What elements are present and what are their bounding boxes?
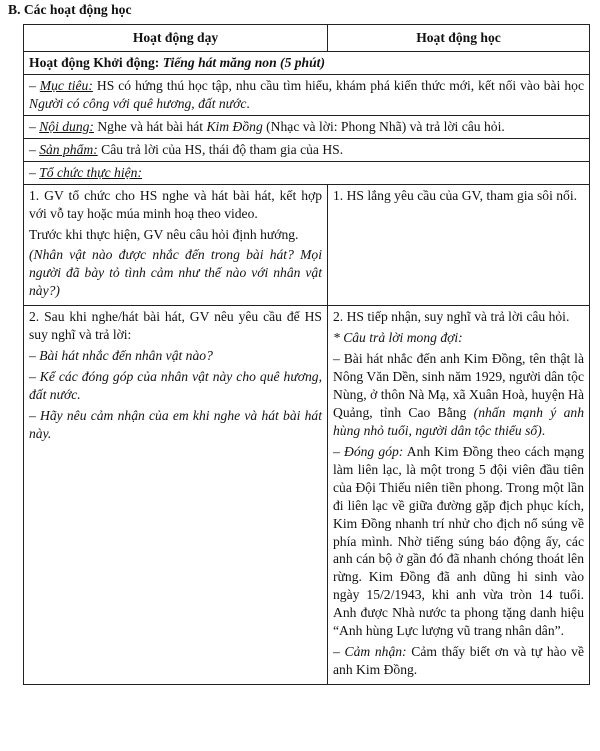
step1-teacher-question: (Nhân vật nào được nhắc đến trong bài hát? Mọi người đã bày tỏ tình cảm như thế nào với nhân vật này?) bbox=[29, 247, 322, 299]
activity-label: Hoạt động Khởi động: bbox=[29, 55, 160, 70]
product-label: Sản phẩm: bbox=[39, 141, 98, 157]
goal-lesson: Người có công với quê hương, đất nước bbox=[29, 95, 247, 111]
answer-3: – Cảm nhận: Cảm thấy biết ơn và tự hào về anh Kim Đồng. bbox=[333, 644, 584, 678]
answer-1 bbox=[333, 350, 584, 440]
activity-row bbox=[24, 52, 590, 75]
answer-2: – Đóng góp: Anh Kim Đồng theo cách mạng làm liên lạc, là một trong 5 đội viên đầu tiên của Đội Thiếu niên tiền phong. Trong một lần đi liên lạc về giữa đường gặp địch phục kích, Kim Đồng nhanh trí nhử cho địch nổ súng về phía mình. Nhờ tiếng súng báo động ấy, các anh cán bộ ở gần đó đã nhanh chóng thoát lên rừng. Kim Đồng đã anh dũng hi sinh vào ngày 15/2/1943, khi anh vừa tròn 14 tuổi. Anh được Nhà nước ta phong tặng danh hiệu “Anh hùng Lực lượng vũ trang nhân dân”. bbox=[333, 443, 585, 639]
header-student: Hoạt động học bbox=[328, 25, 590, 52]
organize-label: Tổ chức thực hiện: bbox=[39, 164, 142, 180]
content-cell: – Nội dung: Nghe và hát bài hát Kim Đồng (Nhạc và lời: Phong Nhã) và trả lời câu hỏi. bbox=[24, 115, 590, 138]
answer-3-label: Cảm nhận: bbox=[344, 644, 407, 660]
activity-title-cell bbox=[24, 52, 590, 75]
product-row bbox=[24, 138, 590, 161]
lesson-table bbox=[23, 24, 590, 685]
step2-question-3: – Hãy nêu cảm nhận của em khi nghe và hát bài hát này. bbox=[29, 407, 322, 441]
activity-title: Tiếng hát măng non (5 phút) bbox=[162, 55, 325, 70]
goal-text: HS có hứng thú học tập, nhu cầu tìm hiểu, khám phá kiến thức mới, kết nối vào bài học bbox=[92, 77, 584, 93]
header-teacher: Hoạt động dạy bbox=[24, 25, 328, 52]
answer-1-end: . bbox=[541, 422, 546, 438]
step2-question-1: – Bài hát nhắc đến nhân vật nào? bbox=[29, 348, 213, 364]
organize-cell: – Tổ chức thực hiện: bbox=[24, 161, 590, 184]
step2-question-2: – Kể các đóng góp của nhân vật này cho quê hương, đất nước. bbox=[29, 369, 322, 402]
step1-teacher-text: 1. GV tổ chức cho HS nghe và hát bài hát, kết hợp với vỗ tay hoặc múa minh hoạ theo video. bbox=[29, 187, 322, 221]
answer-3-text: Cảm thấy biết ơn và tự hào về anh Kim Đồng. bbox=[333, 644, 584, 678]
product-text: Câu trả lời của HS, thái độ tham gia của HS. bbox=[97, 141, 344, 157]
section-title: B. Các hoạt động học bbox=[8, 2, 132, 17]
step2-teacher-cell bbox=[24, 306, 328, 685]
goal-end: . bbox=[246, 95, 250, 111]
step1-student-text: 1. HS lắng yêu cầu của GV, tham gia sôi nổi. bbox=[333, 187, 578, 203]
content-text2: (Nhạc và lời: Phong Nhã) và trả lời câu hỏi. bbox=[262, 118, 505, 134]
answer-1-text: – Bài hát nhắc đến anh Kim Đồng, tên thật là Nông Văn Dền, sinh năm 1929, người dân tộc Nùng, ở thôn Nà Mạ, xã Xuân Hoà, huyện Hà Quảng, tỉnh Cao Bằng bbox=[333, 351, 584, 420]
product-cell: – Sản phẩm: Câu trả lời của HS, thái độ tham gia của HS. bbox=[24, 138, 590, 161]
goal-row bbox=[24, 74, 590, 115]
step1-teacher-cell bbox=[24, 184, 328, 306]
header-row bbox=[24, 25, 590, 52]
goal-cell: – Mục tiêu: HS có hứng thú học tập, nhu cầu tìm hiểu, khám phá kiến thức mới, kết nối vào bài học Người có công với quê hương, đất nước. bbox=[24, 74, 590, 115]
step2-row bbox=[24, 306, 590, 685]
content-song: Kim Đồng bbox=[206, 118, 263, 134]
step1-row bbox=[24, 184, 590, 306]
step1-teacher-note: Trước khi thực hiện, GV nêu câu hỏi định hướng. bbox=[29, 226, 299, 242]
content-label: Nội dung: bbox=[39, 118, 94, 134]
step2-student-text: 2. HS tiếp nhận, suy nghĩ và trả lời câu hỏi. bbox=[333, 309, 570, 325]
goal-label: Mục tiêu: bbox=[39, 77, 93, 93]
content-row bbox=[24, 115, 590, 138]
expected-answer-label: * Câu trả lời mong đợi: bbox=[333, 330, 463, 346]
answer-2-label: Đóng góp: bbox=[344, 443, 404, 459]
step1-student-cell bbox=[328, 184, 590, 306]
step2-student-cell bbox=[328, 306, 590, 685]
content-text1: Nghe và hát bài hát bbox=[93, 118, 207, 134]
organize-row bbox=[24, 161, 590, 184]
step2-teacher-text: 2. Sau khi nghe/hát bài hát, GV nêu yêu cầu để HS suy nghĩ và trả lời: bbox=[29, 309, 322, 343]
answer-1-note: (nhấn mạnh ý anh hùng nhỏ tuổi, người dân tộc thiểu số) bbox=[333, 404, 584, 438]
answer-2-text: Anh Kim Đồng theo cách mạng làm liên lạc, là một trong 5 đội viên đầu tiên của Đội Thiếu niên tiền phong. Trong một lần đi liên lạc về giữa đường gặp địch phục kích, Kim Đồng nhanh trí nhử cho địch nổ súng về phía mình. Nhờ tiếng súng báo động ấy, các anh cán bộ ở gần đó đã nhanh chóng thoát lên rừng. Kim Đồng đã anh dũng hi sinh vào ngày 15/2/1943, khi anh vừa tròn 14 tuổi. Anh được Nhà nước ta phong tặng danh hiệu “Anh hùng Lực lượng vũ trang nhân dân”. bbox=[333, 443, 585, 639]
